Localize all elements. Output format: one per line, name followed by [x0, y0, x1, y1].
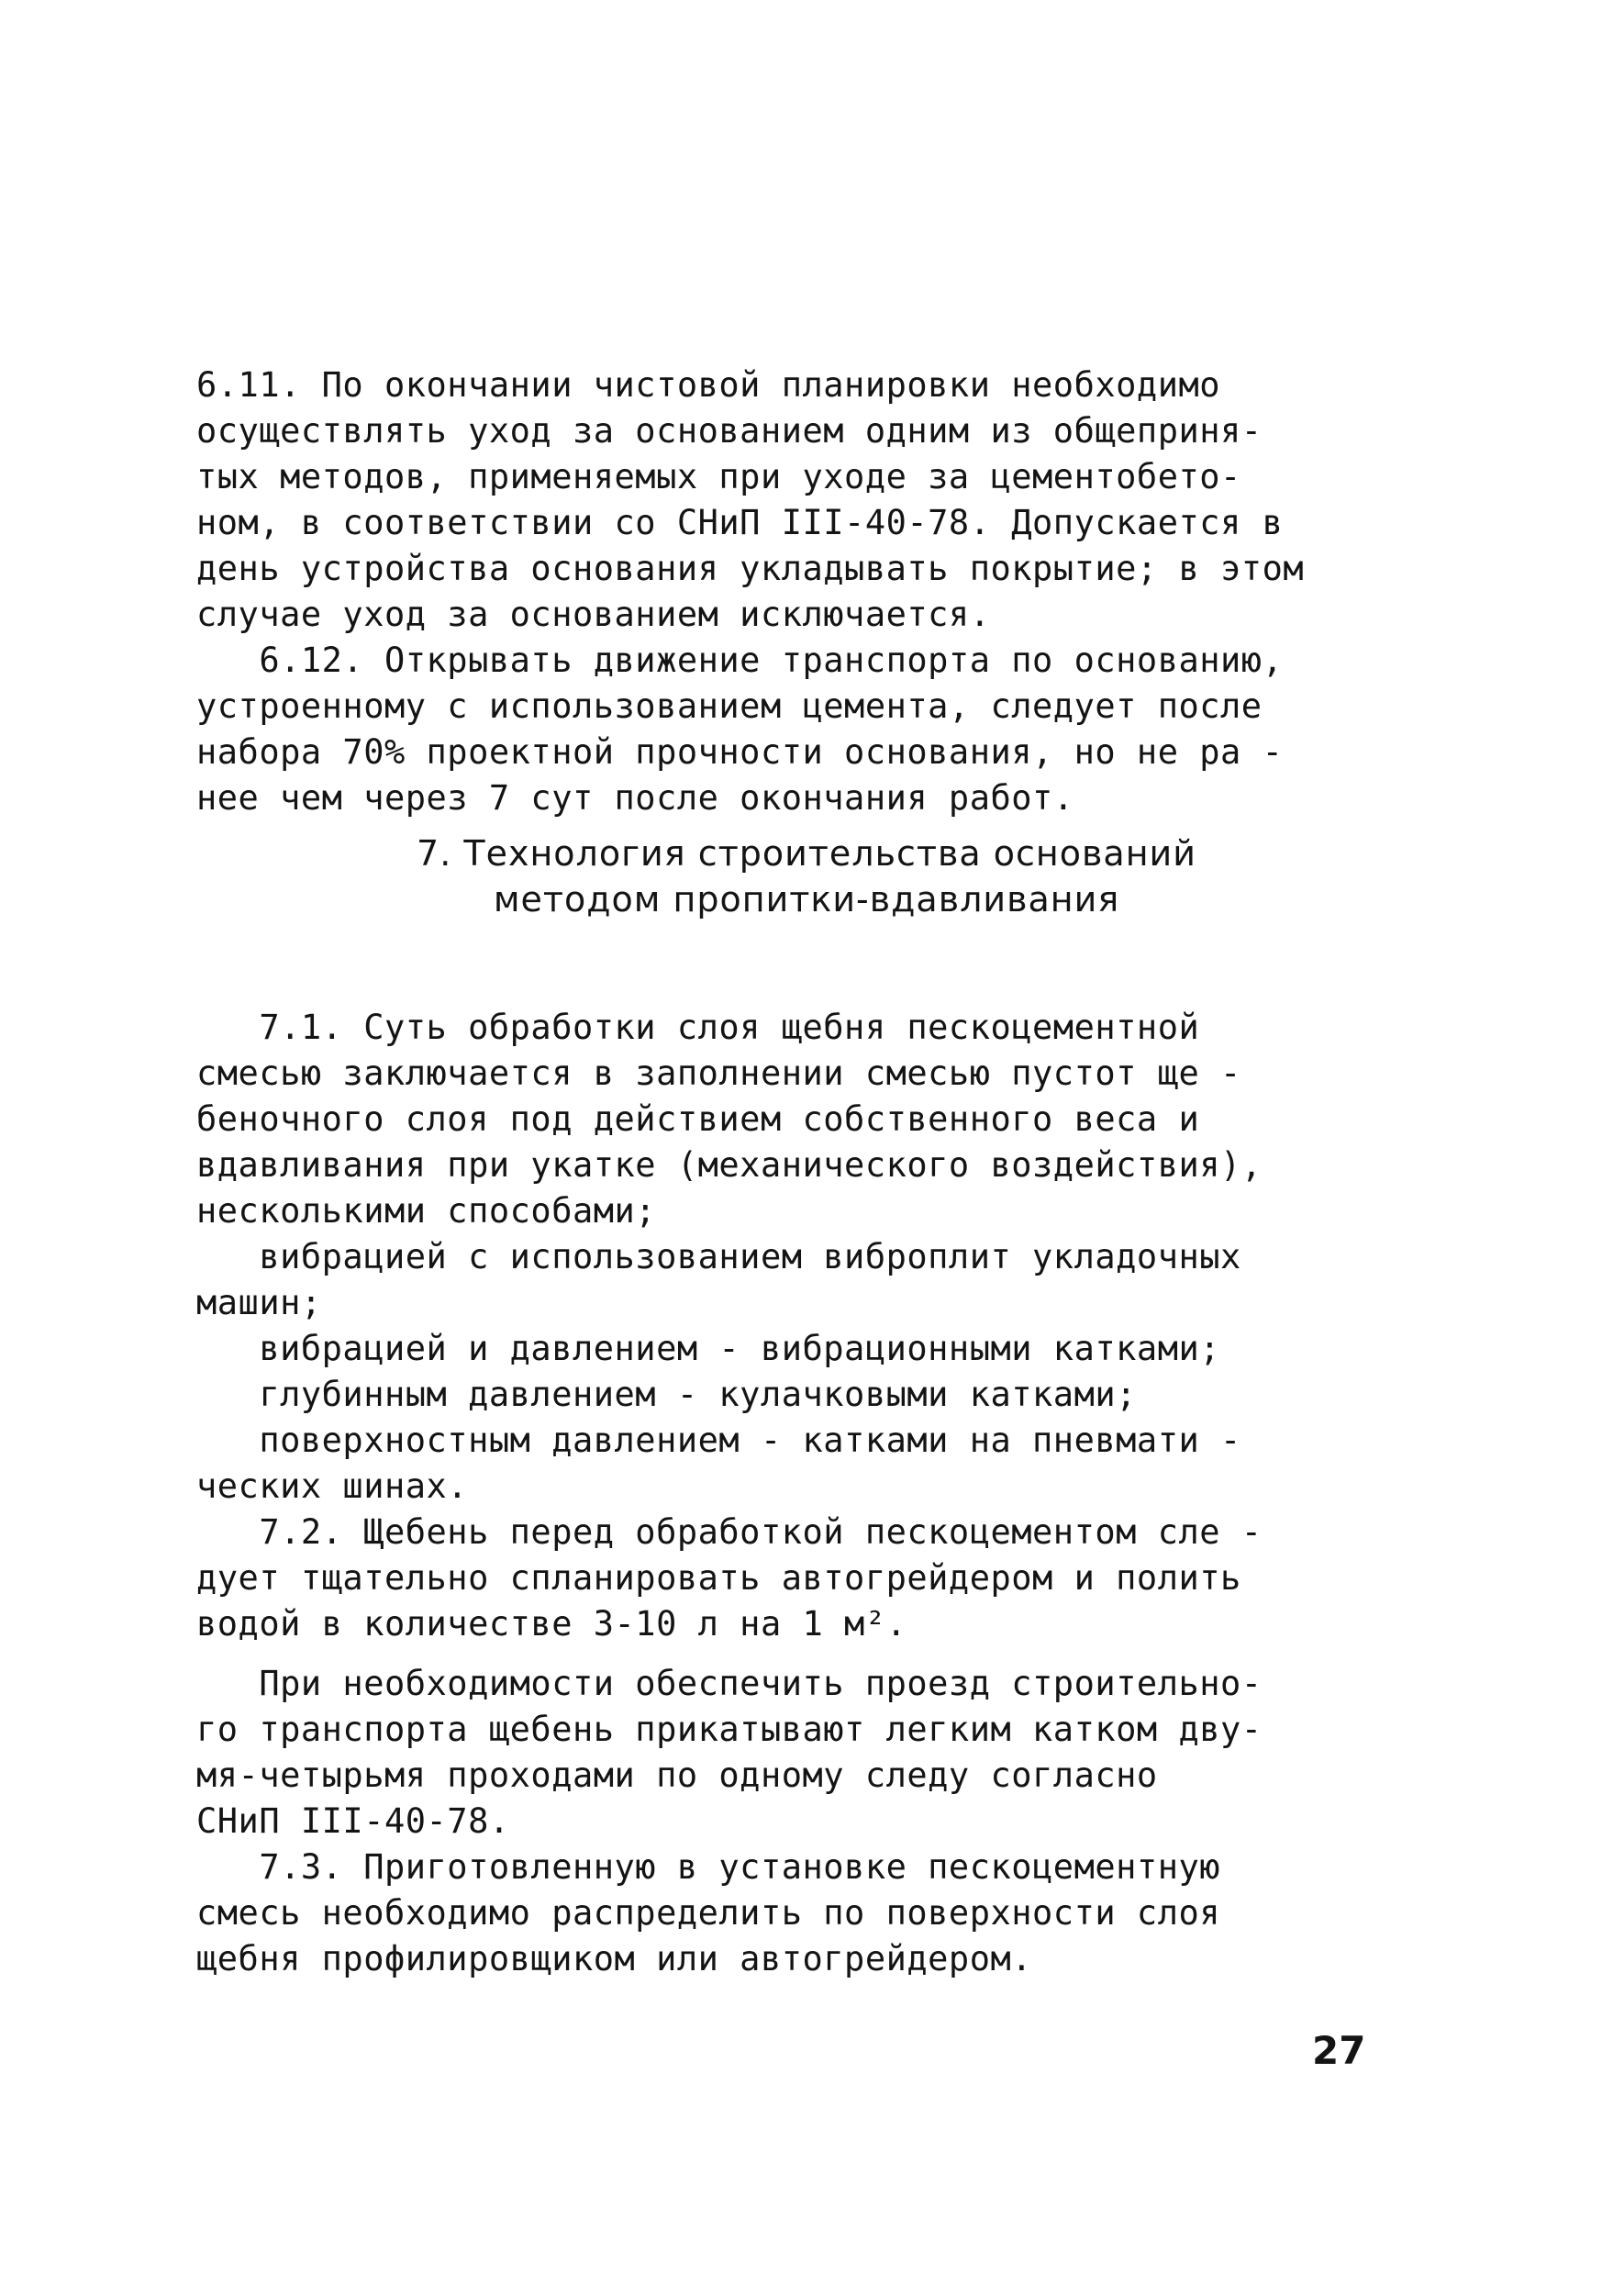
text-line: устроенному с использованием цемента, следует после: [196, 686, 1263, 726]
text-line: машин;: [196, 1283, 322, 1322]
text-line: день устройства основания укладывать покрытие; в этом: [196, 549, 1305, 588]
text-line: щебня профилировщиком или автогрейдером.: [196, 1939, 1033, 1978]
text-line: ном, в соответствии со СНиП III-40-78. Допускается в: [196, 503, 1284, 542]
text-line: набора 70% проектной прочности основания, но не ра -: [196, 732, 1284, 772]
text-line: 7.2. Щебень перед обработкой пескоцементом сле -: [196, 1512, 1263, 1552]
text-line: 7.3. Приготовленную в установке пескоцементную: [196, 1847, 1221, 1887]
text-line: осуществлять уход за основанием одним из общеприня-: [196, 411, 1263, 451]
text-line: 7.1. Суть обработки слоя щебня пескоцементной: [196, 1008, 1200, 1047]
text-line: 6.12. Открывать движение транспорта по основанию,: [196, 641, 1284, 680]
text-line: поверхностным давлением - катками на пневмати -: [196, 1421, 1241, 1460]
text-line: вдавливания при укатке (механического воздействия),: [196, 1145, 1263, 1185]
section-7-text-part2: [196, 1661, 1389, 1982]
text-line: При необходимости обеспечить проезд строительно-: [196, 1664, 1263, 1703]
text-line: мя-четырьмя проходами по одному следу согласно: [196, 1755, 1158, 1795]
heading-line-2: методом пропитки-вдавливания: [493, 879, 1120, 920]
text-line: несколькими способами;: [196, 1191, 657, 1231]
text-line: го транспорта щебень прикатывают легким катком дву-: [196, 1710, 1263, 1749]
text-line: смесь необходимо распределить по поверхности слоя: [196, 1893, 1221, 1933]
text-line: 6.11. По окончании чистовой планировки необходимо: [196, 365, 1221, 405]
text-line: вибрацией с использованием виброплит укладочных: [196, 1237, 1241, 1276]
text-line: ческих шинах.: [196, 1466, 469, 1506]
text-line: вибрацией и давлением - вибрационными катками;: [196, 1329, 1221, 1368]
text-line: водой в количестве 3-10 л на 1 м².: [196, 1604, 907, 1644]
section-7-heading: [0, 830, 1613, 922]
text-line: нее чем через 7 сут после окончания работ.: [196, 778, 1074, 818]
section-7-text-part1: [196, 1005, 1389, 1647]
text-line: случае уход за основанием исключается.: [196, 595, 991, 634]
text-line: смесью заключается в заполнении смесью пустот ще -: [196, 1053, 1241, 1093]
section-6-text: [196, 362, 1389, 821]
page-number: 27: [1312, 2028, 1366, 2073]
heading-line-1: 7. Технология строительства оснований: [417, 833, 1196, 874]
text-line: тых методов, применяемых при уходе за цементобето-: [196, 457, 1241, 496]
text-line: дует тщательно спланировать автогрейдером и полить: [196, 1558, 1241, 1598]
text-line: беночного слоя под действием собственного веса и: [196, 1099, 1200, 1139]
text-line: СНиП III-40-78.: [196, 1801, 510, 1841]
text-line: глубинным давлением - кулачковыми катками;: [196, 1375, 1137, 1414]
